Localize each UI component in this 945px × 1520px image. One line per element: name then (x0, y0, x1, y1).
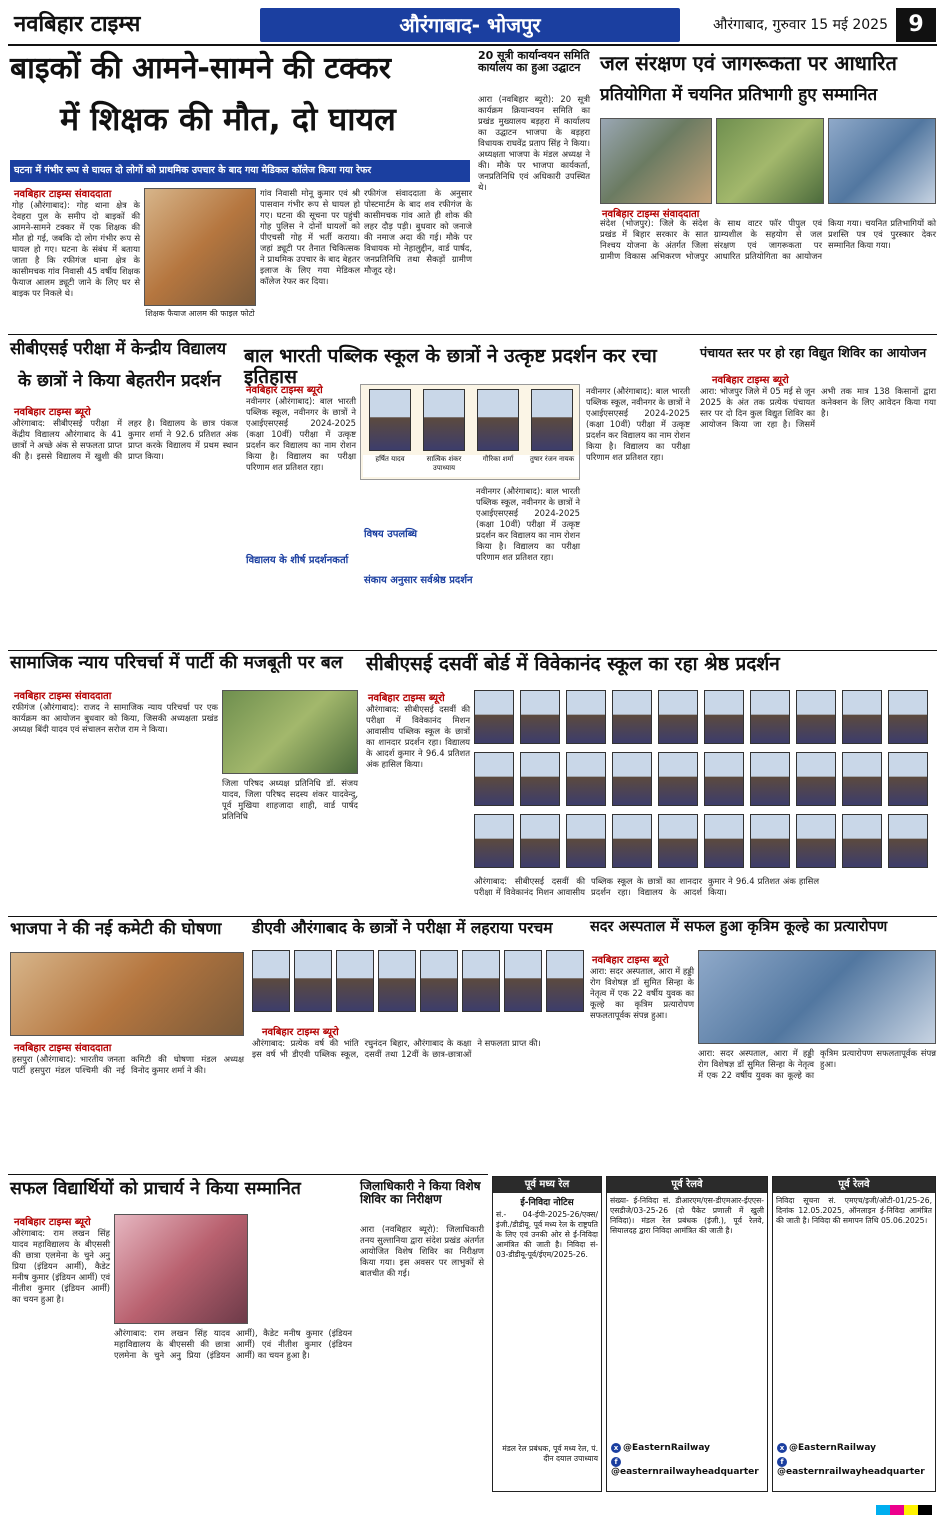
social-icon: x (611, 1443, 621, 1453)
newspaper-name: नवबिहार टाइम्स (14, 12, 141, 37)
story10-student-strip (252, 950, 584, 1020)
student-portrait (796, 814, 836, 868)
student-portrait (336, 950, 374, 1012)
story1-col2: गांव निवासी मोनू कुमार एवं श्री पासवान गंभीर रूप से घायल हो गए। घटना की सूचना पर पहुंची गोह पुलिस ने दोनों घायलों को पीएचसी गोह में भर्ती कराया। जहां ड्यूटी पर तैनात चिकित्सक ने प्राथमिक उपचार के बाद बेहतर इलाज के लिए गया मेडिकल कॉलेज रेफर कर दिया। (260, 188, 360, 286)
story9-photo (10, 952, 244, 1036)
story1-col3: रफीगंज संवाददाता के अनुसार पोस्टमार्टम के बाद शव रफीगंज के कासीमचक गांव आते ही शोक की लहर दौड़ पड़ी। बुधवार को जनाजे की नमाज अदा की गई। मौके पर विधायक मो नेहालुद्दीन, वार्ड पार्षद, जनप्रतिनिधि तथा सैकड़ों ग्रामीण मौजूद रहे। (364, 188, 472, 275)
story12-body: औरंगाबाद: राम लखन सिंह यादव महाविद्यालय के बीएससी की छात्रा एलमेना के चुने अनु प्रिया (इंडियन आर्मी), कैडेट मनीष कुमार (इंडियन आर्मी) एवं नीतीश कुमार (इंडियन आर्मी) का चयन हुआ है। (12, 1228, 110, 1304)
notice-er-2 (772, 1176, 936, 1492)
notice-er-2-social (773, 1441, 935, 1455)
story8-byline: नवबिहार टाइम्स ब्यूरो (368, 693, 445, 704)
story12-byline: नवबिहार टाइम्स ब्यूरो (14, 1217, 91, 1228)
story7-photo-caption: जिला परिषद अध्यक्ष प्रतिनिधि डॉ. संजय यादव, जिला परिषद सदस्य शंकर यादवेन्दु, पूर्व मुखिया शाहजादा शाही, वार्ड पार्षद प्रतिनिधि (222, 778, 358, 821)
story10-byline: नवबिहार टाइम्स ब्यूरो (262, 1027, 339, 1038)
story2-headline: 20 सूत्री कार्यान्वयन समिति कार्यालय का हुआ उद्घाटन (478, 49, 590, 75)
social-handle: @easternrailwayheadquarter (777, 1467, 925, 1477)
story3-photo-1 (600, 118, 712, 204)
student-portrait (520, 814, 560, 868)
student-portrait (704, 690, 744, 744)
story10-body: औरंगाबाद: प्रत्येक वर्ष की भांति इस वर्ष भी डीएवी पब्लिक स्कूल, रघुनंदन बिहार, औरंगाबाद के कक्षा दसवीं तथा 12वीं के छात्र-छात्राओं ने सफलता प्राप्त की। (252, 1038, 541, 1059)
story1-headline-line1: बाइकों की आमने-सामने की टक्कर (10, 51, 391, 86)
story7-body: रफीगंज (औरंगाबाद): राजद ने सामाजिक न्याय परिचर्चा पर एक कार्यक्रम का आयोजन बुधवार को किया, जिसकी अध्यक्षता प्रखंड अध्यक्ष बिंदी यादव एवं संचालन सरोज राम ने किया। (12, 702, 218, 734)
story6-byline: नवबिहार टाइम्स ब्यूरो (712, 375, 789, 386)
student-portrait (420, 950, 458, 1012)
student-portrait (474, 814, 514, 868)
story11-body: आरा: सदर अस्पताल, आरा में हड्डी रोग विशेषज्ञ डॉ सुमित सिन्हा के नेतृत्व में एक 22 वर्षीय युवक का कूल्हे का कृत्रिम प्रत्यारोपण सफलतापूर्वक संपन्न हुआ। (590, 966, 694, 1020)
story3-photo-2 (716, 118, 824, 204)
notice-er-2-body: निविदा सूचना सं. एमएच/इजी/ओटी-01/25-26, दिनांक 12.05.2025, ऑनलाइन ई-निविदा आमंत्रित की जाती है। निविदा की समापन तिथि 05.06.2025। (776, 1196, 932, 1225)
student-portrait (796, 752, 836, 806)
student-portrait (750, 752, 790, 806)
student-portrait (612, 752, 652, 806)
story1-photo-caption: शिक्षक फैयाज आलम की फाइल फोटो (145, 309, 255, 318)
social-handle: @easternrailwayheadquarter (611, 1467, 759, 1477)
notice-er-1-body: संख्या- ई-निविदा सं. डीआरएम/एस-डीएमआर-ईएएस-एसडीजे/03-25-26 (दो पैकेट प्रणाली में खुली निविदा)। मंडल रेल प्रबंधक (इंजी.), पूर्व रेलवे, सियालदह द्वारा निविदा आमंत्रित की जाती है। (610, 1196, 764, 1235)
student-portrait (423, 389, 465, 451)
notice-er-1-social (607, 1441, 767, 1455)
notice-ecr-subheader: ई-निविदा नोटिस (520, 1198, 574, 1208)
student-portrait (888, 752, 928, 806)
story9-byline: नवबिहार टाइम्स संवाददाता (14, 1043, 112, 1054)
student-portrait (888, 690, 928, 744)
page-number: 9 (896, 8, 936, 42)
story11-body-col: आरा: सदर अस्पताल, आरा में हड्डी रोग विशेषज्ञ डॉ सुमित सिन्हा के नेतृत्व में एक 22 वर्षीय युवक का कूल्हे का कृत्रिम प्रत्यारोपण सफलतापूर्वक संपन्न हुआ। (698, 1048, 936, 1080)
issue-date: औरंगाबाद, गुरुवार 15 मई 2025 (713, 17, 888, 33)
story8-body-bottom: औरंगाबाद: सीबीएसई दसवीं की परीक्षा में विवेकानंद मिशन आवासीय पब्लिक स्कूल के छात्रों का शानदार प्रदर्शन रहा। विद्यालय के आदर्श कुमार ने 96.4 प्रतिशत अंक हासिल किया। (474, 876, 819, 897)
section-rule-1 (8, 334, 937, 335)
story13-headline: जिलाधिकारी ने किया विशेष शिविर का निरीक्षण (360, 1179, 481, 1207)
section-rule-4 (8, 1174, 488, 1175)
notice-er-1-header: पूर्व रेलवे (607, 1177, 767, 1193)
story1-byline: नवबिहार टाइम्स संवाददाता (14, 189, 112, 200)
student-name: तुषार रंजन नायक (525, 455, 579, 477)
story7-headline: सामाजिक न्याय परिचर्चा में पार्टी की मजबूती पर बल (10, 653, 343, 673)
student-portrait (474, 690, 514, 744)
story3-body: संदेश (भोजपुर): जिले के संदेश प्रखंड में बिहार सरकार के सात निश्चय योजना के अंतर्गत जिला ग्रामीण विकास अभिकरण भोजपुर के साथ वाटर फॉर पीपुल एवं ग्राम्यशील के सहयोग से जल संरक्षण एवं जागरूकता पर आधारित प्रतियोगिता का आयोजन किया गया। चयनित प्रतिभागियों को प्रशस्ति पत्र एवं पुरस्कार देकर सम्मानित किया गया। (600, 218, 936, 261)
social-handle: @EasternRailway (789, 1443, 876, 1453)
section-rule-3 (8, 916, 937, 917)
story8-body: औरंगाबाद: सीबीएसई दसवीं की परीक्षा में विवेकानंद मिशन आवासीय पब्लिक स्कूल के छात्रों का शानदार प्रदर्शन रहा। विद्यालय के आदर्श कुमार ने 96.4 प्रतिशत अंक हासिल किया। (366, 704, 470, 769)
story1-headline-line2: में शिक्षक की मौत, दो घायल (60, 100, 396, 138)
student-portrait (612, 690, 652, 744)
story5-body-col: नवीनगर (औरंगाबाद): बाल भारती पब्लिक स्कूल, नवीनगर के छात्रों ने एआईएसएसई 2024-2025 (कक्षा 10वीं) परीक्षा में उत्कृष्ट प्रदर्शन कर विद्यालय का नाम रोशन किया है। विद्यालय का परीक्षा परिणाम शत प्रतिशत रहा। (476, 486, 580, 562)
student-portrait (842, 814, 882, 868)
story8-headline: सीबीएसई दसवीं बोर्ड में विवेकानंद स्कूल का रहा श्रेष्ठ प्रदर्शन (366, 653, 780, 675)
student-portrait (252, 950, 290, 1012)
story8-student-grid (474, 690, 936, 872)
student-portrait (612, 814, 652, 868)
story3-headline-line2: प्रतियोगिता में चयनित प्रतिभागी हुए सम्मानित (600, 85, 878, 105)
student-portrait (546, 950, 584, 1012)
social-icon: f (611, 1457, 621, 1467)
section-title: औरंगाबाद- भोजपुर (260, 8, 680, 42)
student-portrait (504, 950, 542, 1012)
student-portrait (462, 950, 500, 1012)
student-portrait (566, 690, 606, 744)
story1-subheadline: घटना में गंभीर रूप से घायल दो लोगों को प्राथमिक उपचार के बाद गया मेडिकल कॉलेज किया गया रेफर (10, 160, 470, 182)
student-portrait (566, 752, 606, 806)
notice-er-1 (606, 1176, 768, 1492)
story6-body: आरा: भोजपुर जिले में 05 मई से जून 2025 के अंत तक प्रत्येक पंचायत स्तर पर दो दिन कुल विद्युत शिविर का आयोजन किया जा रहा है। जिसमें अभी तक मात्र 138 किसानों द्वारा कनेक्शन के लिए आवेदन किया गया है। (700, 386, 936, 429)
student-name: गौरिका शर्मा (471, 455, 525, 477)
story4-body: औरंगाबाद: सीबीएसई परीक्षा में केंद्रीय विद्यालय औरंगाबाद के 41 छात्रों ने अच्छे अंक से सफलता प्राप्त की है। इससे विद्यालय में खुशी की लहर है। विद्यालय के छात्र पंकज कुमार शर्मा ने 92.6 प्रतिशत अंक प्राप्त करके विद्यालय में प्रथम स्थान प्राप्त किया। (12, 418, 238, 461)
story4-headline-line2: के छात्रों ने किया बेहतरीन प्रदर्शन (18, 371, 221, 391)
story10-headline: डीएवी औरंगाबाद के छात्रों ने परीक्षा में लहराया परचम (252, 919, 553, 937)
student-portrait (477, 389, 519, 451)
story11-photo (698, 950, 936, 1044)
section-rule-2 (8, 650, 937, 651)
color-registration-mark (876, 1500, 936, 1510)
notice-er-1-social2 (607, 1455, 767, 1479)
story11-byline: नवबिहार टाइम्स ब्यूरो (592, 955, 669, 966)
student-portrait (750, 814, 790, 868)
story1-col1: गोह (औरंगाबाद): गोह थाना क्षेत्र के देवहरा पुल के समीप दो बाइकों की आमने-सामने टक्कर में एक शिक्षक की मौत हो गई, जबकि दो लोग गंभीर रूप से घायल हो गए। घटना के संबंध में बताया जाता है कि रफीगंज थाना क्षेत्र के कासीमचक गांव निवासी 45 वर्षीय शिक्षक फैयाज आलम ड्यूटी जाने के लिए घर से बाइक पर निकले थे। (12, 200, 140, 298)
story2-body: आरा (नवबिहार ब्यूरो): 20 सूत्री कार्यक्रम क्रियान्वयन समिति का प्रखंड मुख्यालय बड़हरा में कार्यालय का उद्घाटन भाजपा के बड़हरा विधायक राघवेंद्र प्रताप सिंह ने किया। अध्यक्षता भाजपा के मंडल अध्यक्ष ने की। मौके पर भाजपा कार्यकर्ता, जनप्रतिनिधि एवं अधिकारी उपस्थित थे। (478, 94, 590, 192)
student-portrait (294, 950, 332, 1012)
student-portrait (658, 752, 698, 806)
notice-er-2-social2 (773, 1455, 935, 1479)
student-portrait (658, 690, 698, 744)
student-portrait (704, 814, 744, 868)
story12-photo (114, 1214, 248, 1324)
student-portrait (750, 690, 790, 744)
story13-body: आरा (नवबिहार ब्यूरो): जिलाधिकारी तनय सुल्तानिया द्वारा संदेश प्रखंड अंतर्गत आयोजित विशेष शिविर का निरीक्षण किया गया। इस अवसर पर लाभुकों से बातचीत की गई। (360, 1224, 484, 1278)
story3-byline: नवबिहार टाइम्स संवाददाता (602, 209, 700, 220)
social-icon: f (777, 1457, 787, 1467)
story3-photo-3 (828, 118, 936, 204)
story5-photo-panel (360, 384, 580, 480)
story4-headline-line1: सीबीएसई परीक्षा में केन्द्रीय विद्यालय (10, 339, 227, 358)
story1-photo (144, 188, 256, 306)
story3-headline-line1: जल संरक्षण एवं जागरूकता पर आधारित (600, 51, 897, 75)
masthead-rule (8, 44, 937, 46)
notice-ecr-body: सं.- 04-ईपी-2025-26/एक्स/इंजी./डीडीयू. पूर्व मध्य रेल के राष्ट्रपति के लिए एवं उनकी ओर से ई-निविदा आमंत्रित की जाती है। निविदा सं- 03-डीडीयू-पूर्व/ईएम/2025-26. (496, 1210, 598, 1259)
story7-byline: नवबिहार टाइम्स संवाददाता (14, 691, 112, 702)
student-portrait (369, 389, 411, 451)
story6-headline: पंचायत स्तर पर हो रहा विद्युत शिविर का आयोजन (700, 345, 927, 360)
story4-byline: नवबिहार टाइम्स ब्यूरो (14, 407, 91, 418)
story11-headline: सदर अस्पताल में सफल हुआ कृत्रिम कूल्हे का प्रत्यारोपण (590, 919, 888, 935)
social-handle: @EasternRailway (623, 1443, 710, 1453)
student-portrait (888, 814, 928, 868)
student-portrait (474, 752, 514, 806)
story5-subhead-topper: विद्यालय के शीर्ष प्रदर्शनकर्ता (246, 555, 349, 566)
notice-ecr-footer: मंडल रेल प्रबंधक, पूर्व मध्य रेल, पं. दीन दयाल उपाध्याय (502, 1444, 598, 1463)
student-name: हर्षित यादव (363, 455, 417, 477)
story9-headline: भाजपा ने की नई कमेटी की घोषणा (10, 919, 222, 938)
student-portrait (704, 752, 744, 806)
story5-body-col: नवीनगर (औरंगाबाद): बाल भारती पब्लिक स्कूल, नवीनगर के छात्रों ने एआईएसएसई 2024-2025 (कक्षा 10वीं) परीक्षा में उत्कृष्ट प्रदर्शन कर विद्यालय का नाम रोशन किया है। विद्यालय का परीक्षा परिणाम शत प्रतिशत रहा। (586, 386, 690, 462)
story12-headline: सफल विद्यार्थियों को प्राचार्य ने किया सम्मानित (10, 1179, 301, 1199)
notice-er-2-header: पूर्व रेलवे (773, 1177, 935, 1193)
notice-ecr-header: पूर्व मध्य रेल (493, 1177, 601, 1193)
story5-body: नवीनगर (औरंगाबाद): बाल भारती पब्लिक स्कूल, नवीनगर के छात्रों ने एआईएसएसई 2024-2025 (कक्षा 10वीं) परीक्षा में उत्कृष्ट प्रदर्शन कर विद्यालय का नाम रोशन किया है। विद्यालय का परीक्षा परिणाम शत प्रतिशत रहा। (246, 396, 356, 472)
story7-photo (222, 690, 358, 774)
story9-body: हसपुरा (औरंगाबाद): भारतीय जनता पार्टी हसपुरा मंडल पश्चिमी की नई कमिटी की घोषणा मंडल अध्यक्ष विनोद कुमार शर्मा ने की। (12, 1054, 244, 1075)
social-icon: x (777, 1443, 787, 1453)
student-portrait (842, 690, 882, 744)
student-name: सात्विक शंकर उपाध्याय (417, 455, 471, 477)
story5-subhead-faculty: संकाय अनुसार सर्वश्रेष्ठ प्रदर्शन (364, 575, 473, 586)
student-portrait (796, 690, 836, 744)
student-portrait (378, 950, 416, 1012)
student-portrait (842, 752, 882, 806)
student-portrait (658, 814, 698, 868)
student-portrait (520, 690, 560, 744)
student-portrait (531, 389, 573, 451)
student-portrait (566, 814, 606, 868)
story5-headline: बाल भारती पब्लिक स्कूल के छात्रों ने उत्कृष्ट प्रदर्शन कर रचा इतिहास (244, 345, 657, 388)
notice-ecr (492, 1176, 602, 1492)
story5-subhead-subject: विषय उपलब्धि (364, 529, 418, 540)
story12-body-col: औरंगाबाद: राम लखन सिंह यादव महाविद्यालय के बीएससी की छात्रा एलमेना के चुने अनु प्रिया (इंडियन आर्मी), कैडेट मनीष कुमार (इंडियन आर्मी) एवं नीतीश कुमार (इंडियन आर्मी) का चयन हुआ है। (114, 1328, 352, 1360)
student-portrait (520, 752, 560, 806)
story5-byline: नवबिहार टाइम्स ब्यूरो (246, 385, 323, 396)
